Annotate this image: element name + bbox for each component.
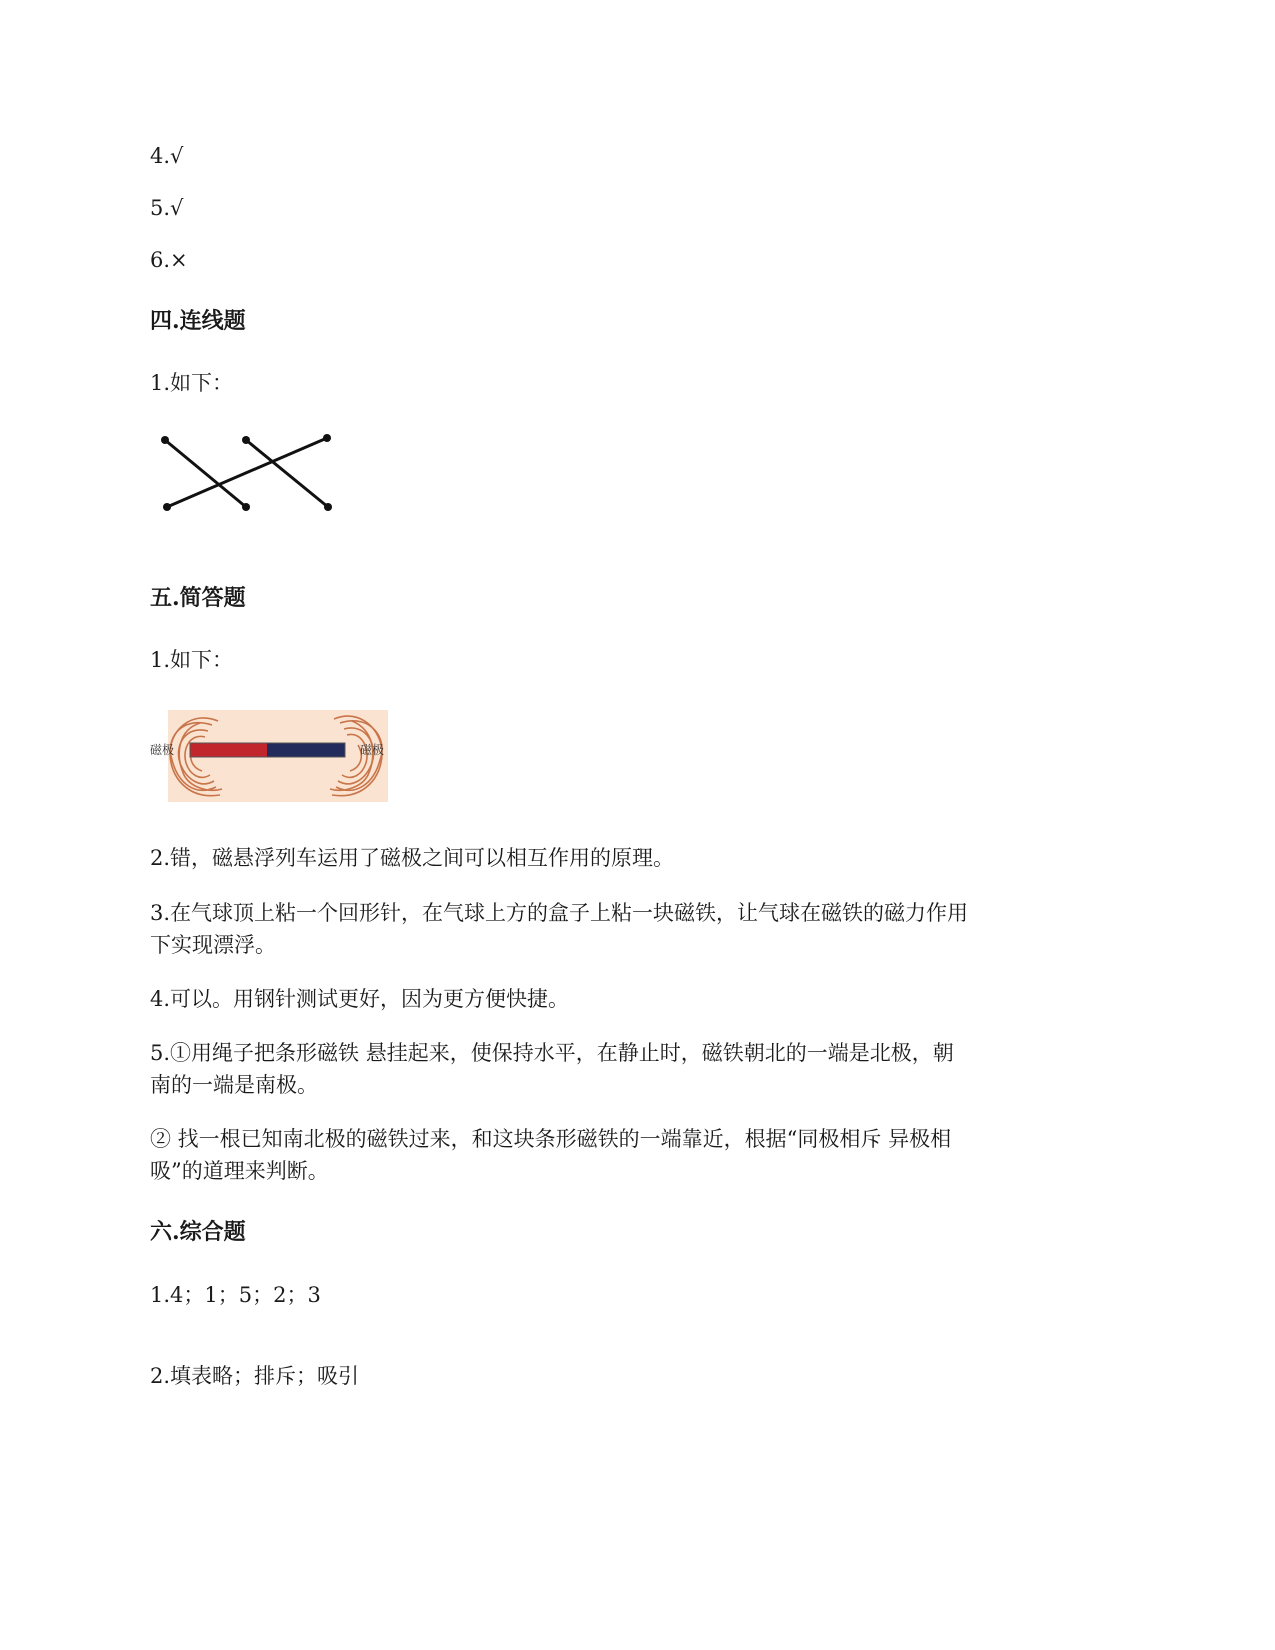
magnet-pole-label-right: 磁极 bbox=[360, 743, 385, 757]
matching-lines-diagram bbox=[150, 430, 340, 530]
matching-q1: 1.如下： bbox=[150, 371, 234, 395]
short-answer-q3 bbox=[150, 897, 1130, 961]
match-line-1 bbox=[165, 440, 246, 507]
match-dot bbox=[324, 503, 332, 511]
short-answer-q3-line1: 3.在气球顶上粘一个回形针，在气球上方的盒子上粘一块磁铁，让气球在磁铁的磁力作用 bbox=[150, 901, 969, 925]
match-line-3 bbox=[167, 438, 327, 507]
magnet-red-half bbox=[190, 743, 267, 757]
match-dot bbox=[161, 436, 169, 444]
answer-item-4: 4.√ bbox=[150, 144, 184, 168]
magnet-pole-label-left: 磁极 bbox=[150, 743, 175, 757]
comprehensive-q2: 2.填表略；排斥；吸引 bbox=[150, 1364, 360, 1388]
magnet-blue-half bbox=[267, 743, 345, 757]
short-answer-q4: 4.可以。用钢针测试更好，因为更方便快捷。 bbox=[150, 987, 570, 1011]
short-answer-q5-part2 bbox=[150, 1123, 1130, 1187]
short-answer-q5-part2-line1: ② 找一根已知南北极的磁铁过来，和这块条形磁铁的一端靠近，根据“同极相斥 异极相 bbox=[150, 1127, 952, 1151]
comprehensive-q1: 1.4；1；5；2；3 bbox=[150, 1283, 321, 1307]
short-answer-q5-line1: 5.①用绳子把条形磁铁 悬挂起来，使保持水平，在静止时，磁铁朝北的一端是北极，朝 bbox=[150, 1041, 954, 1065]
short-answer-q2: 2.错，磁悬浮列车运用了磁极之间可以相互作用的原理。 bbox=[150, 846, 675, 870]
match-dot bbox=[323, 434, 331, 442]
short-answer-q1: 1.如下： bbox=[150, 648, 234, 672]
short-answer-q5-line2: 南的一端是南极。 bbox=[150, 1073, 318, 1097]
short-answer-q5 bbox=[150, 1037, 1130, 1101]
short-answer-q3-line2: 下实现漂浮。 bbox=[150, 933, 276, 957]
section-heading-comprehensive: 六.综合题 bbox=[150, 1219, 246, 1245]
short-answer-q5-part2-line2: 吸”的道理来判断。 bbox=[150, 1159, 329, 1183]
match-dot bbox=[163, 503, 171, 511]
match-dot bbox=[242, 436, 250, 444]
section-heading-matching: 四.连线题 bbox=[150, 308, 246, 334]
match-line-2 bbox=[246, 440, 328, 507]
answer-item-6: 6.× bbox=[150, 248, 188, 272]
bar-magnet-iron-filings-figure bbox=[150, 705, 400, 805]
match-dot bbox=[242, 503, 250, 511]
section-heading-short-answer: 五.简答题 bbox=[150, 585, 246, 611]
answer-item-5: 5.√ bbox=[150, 196, 184, 220]
